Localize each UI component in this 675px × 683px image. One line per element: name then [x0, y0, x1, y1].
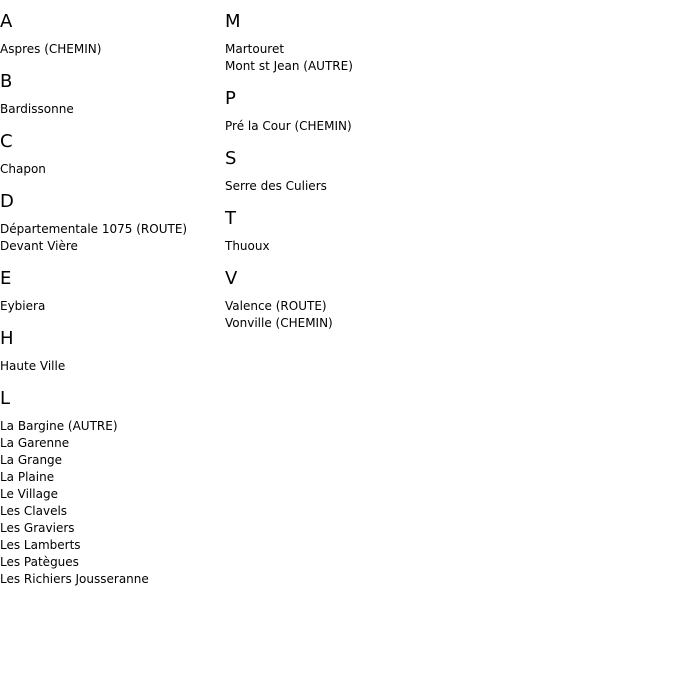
- street-list: [225, 238, 449, 255]
- street-link-departementale-1075-route[interactable]: Départementale 1075 (ROUTE): [0, 222, 188, 236]
- letter-heading: S: [225, 148, 237, 169]
- street-list: [0, 298, 224, 315]
- street-link-haute-ville[interactable]: Haute Ville: [0, 359, 66, 373]
- street-list: [0, 41, 224, 58]
- letter-heading: M: [225, 11, 241, 32]
- street-link-les-clavels[interactable]: Les Clavels: [0, 504, 68, 518]
- street-link-chapon[interactable]: Chapon: [0, 162, 46, 176]
- street-link-la-bargine-autre[interactable]: La Bargine (AUTRE): [0, 419, 118, 433]
- street-link-les-graviers[interactable]: Les Graviers: [0, 521, 75, 535]
- street-link-le-village[interactable]: Le Village: [0, 487, 58, 501]
- street-link-les-pategues[interactable]: Les Patègues: [0, 555, 79, 569]
- street-link-vonville-chemin[interactable]: Vonville (CHEMIN): [225, 316, 333, 330]
- letter-section-s: [225, 148, 449, 195]
- letter-heading: E: [0, 268, 12, 289]
- street-link-la-garenne[interactable]: La Garenne: [0, 436, 70, 450]
- street-link-eybiera[interactable]: Eybiera: [0, 299, 46, 313]
- letter-section-a: [0, 11, 224, 58]
- street-link-les-richiers-jousseranne[interactable]: Les Richiers Jousseranne: [0, 572, 149, 586]
- street-link-thuoux[interactable]: Thuoux: [225, 239, 270, 253]
- letter-section-p: [225, 88, 449, 135]
- letter-section-l: [0, 388, 224, 588]
- letter-heading: V: [225, 268, 238, 289]
- street-link-la-grange[interactable]: La Grange: [0, 453, 63, 467]
- letter-heading: T: [225, 208, 236, 229]
- letter-section-c: [0, 131, 224, 178]
- letter-heading: B: [0, 71, 13, 92]
- letter-section-b: [0, 71, 224, 118]
- letter-section-d: [0, 191, 224, 255]
- letter-heading: H: [0, 328, 14, 349]
- street-index-left-column: [0, 0, 224, 601]
- street-link-valence-route[interactable]: Valence (ROUTE): [225, 299, 327, 313]
- letter-section-e: [0, 268, 224, 315]
- street-link-pre-la-cour-chemin[interactable]: Pré la Cour (CHEMIN): [225, 119, 352, 133]
- street-list: [225, 41, 449, 75]
- street-list: [225, 298, 449, 332]
- street-link-mont-st-jean-autre[interactable]: Mont st Jean (AUTRE): [225, 59, 353, 73]
- street-list: [225, 178, 449, 195]
- street-list: [0, 358, 224, 375]
- letter-heading: L: [0, 388, 11, 409]
- letter-heading: C: [0, 131, 13, 152]
- street-link-les-lamberts[interactable]: Les Lamberts: [0, 538, 81, 552]
- street-link-bardissonne[interactable]: Bardissonne: [0, 102, 74, 116]
- street-list: [0, 161, 224, 178]
- letter-section-m: [225, 11, 449, 75]
- street-list: [225, 118, 449, 135]
- letter-heading: A: [0, 11, 13, 32]
- street-index-right-column: [225, 0, 449, 345]
- street-link-martouret[interactable]: Martouret: [225, 42, 285, 56]
- street-link-serre-des-culiers[interactable]: Serre des Culiers: [225, 179, 327, 193]
- letter-section-v: [225, 268, 449, 332]
- street-list: [0, 101, 224, 118]
- letter-section-h: [0, 328, 224, 375]
- street-link-aspres-chemin[interactable]: Aspres (CHEMIN): [0, 42, 102, 56]
- street-list: [0, 221, 224, 255]
- letter-heading: P: [225, 88, 236, 109]
- letter-heading: D: [0, 191, 14, 212]
- street-list: [0, 418, 224, 588]
- street-link-devant-viere[interactable]: Devant Vière: [0, 239, 78, 253]
- street-link-la-plaine[interactable]: La Plaine: [0, 470, 55, 484]
- letter-section-t: [225, 208, 449, 255]
